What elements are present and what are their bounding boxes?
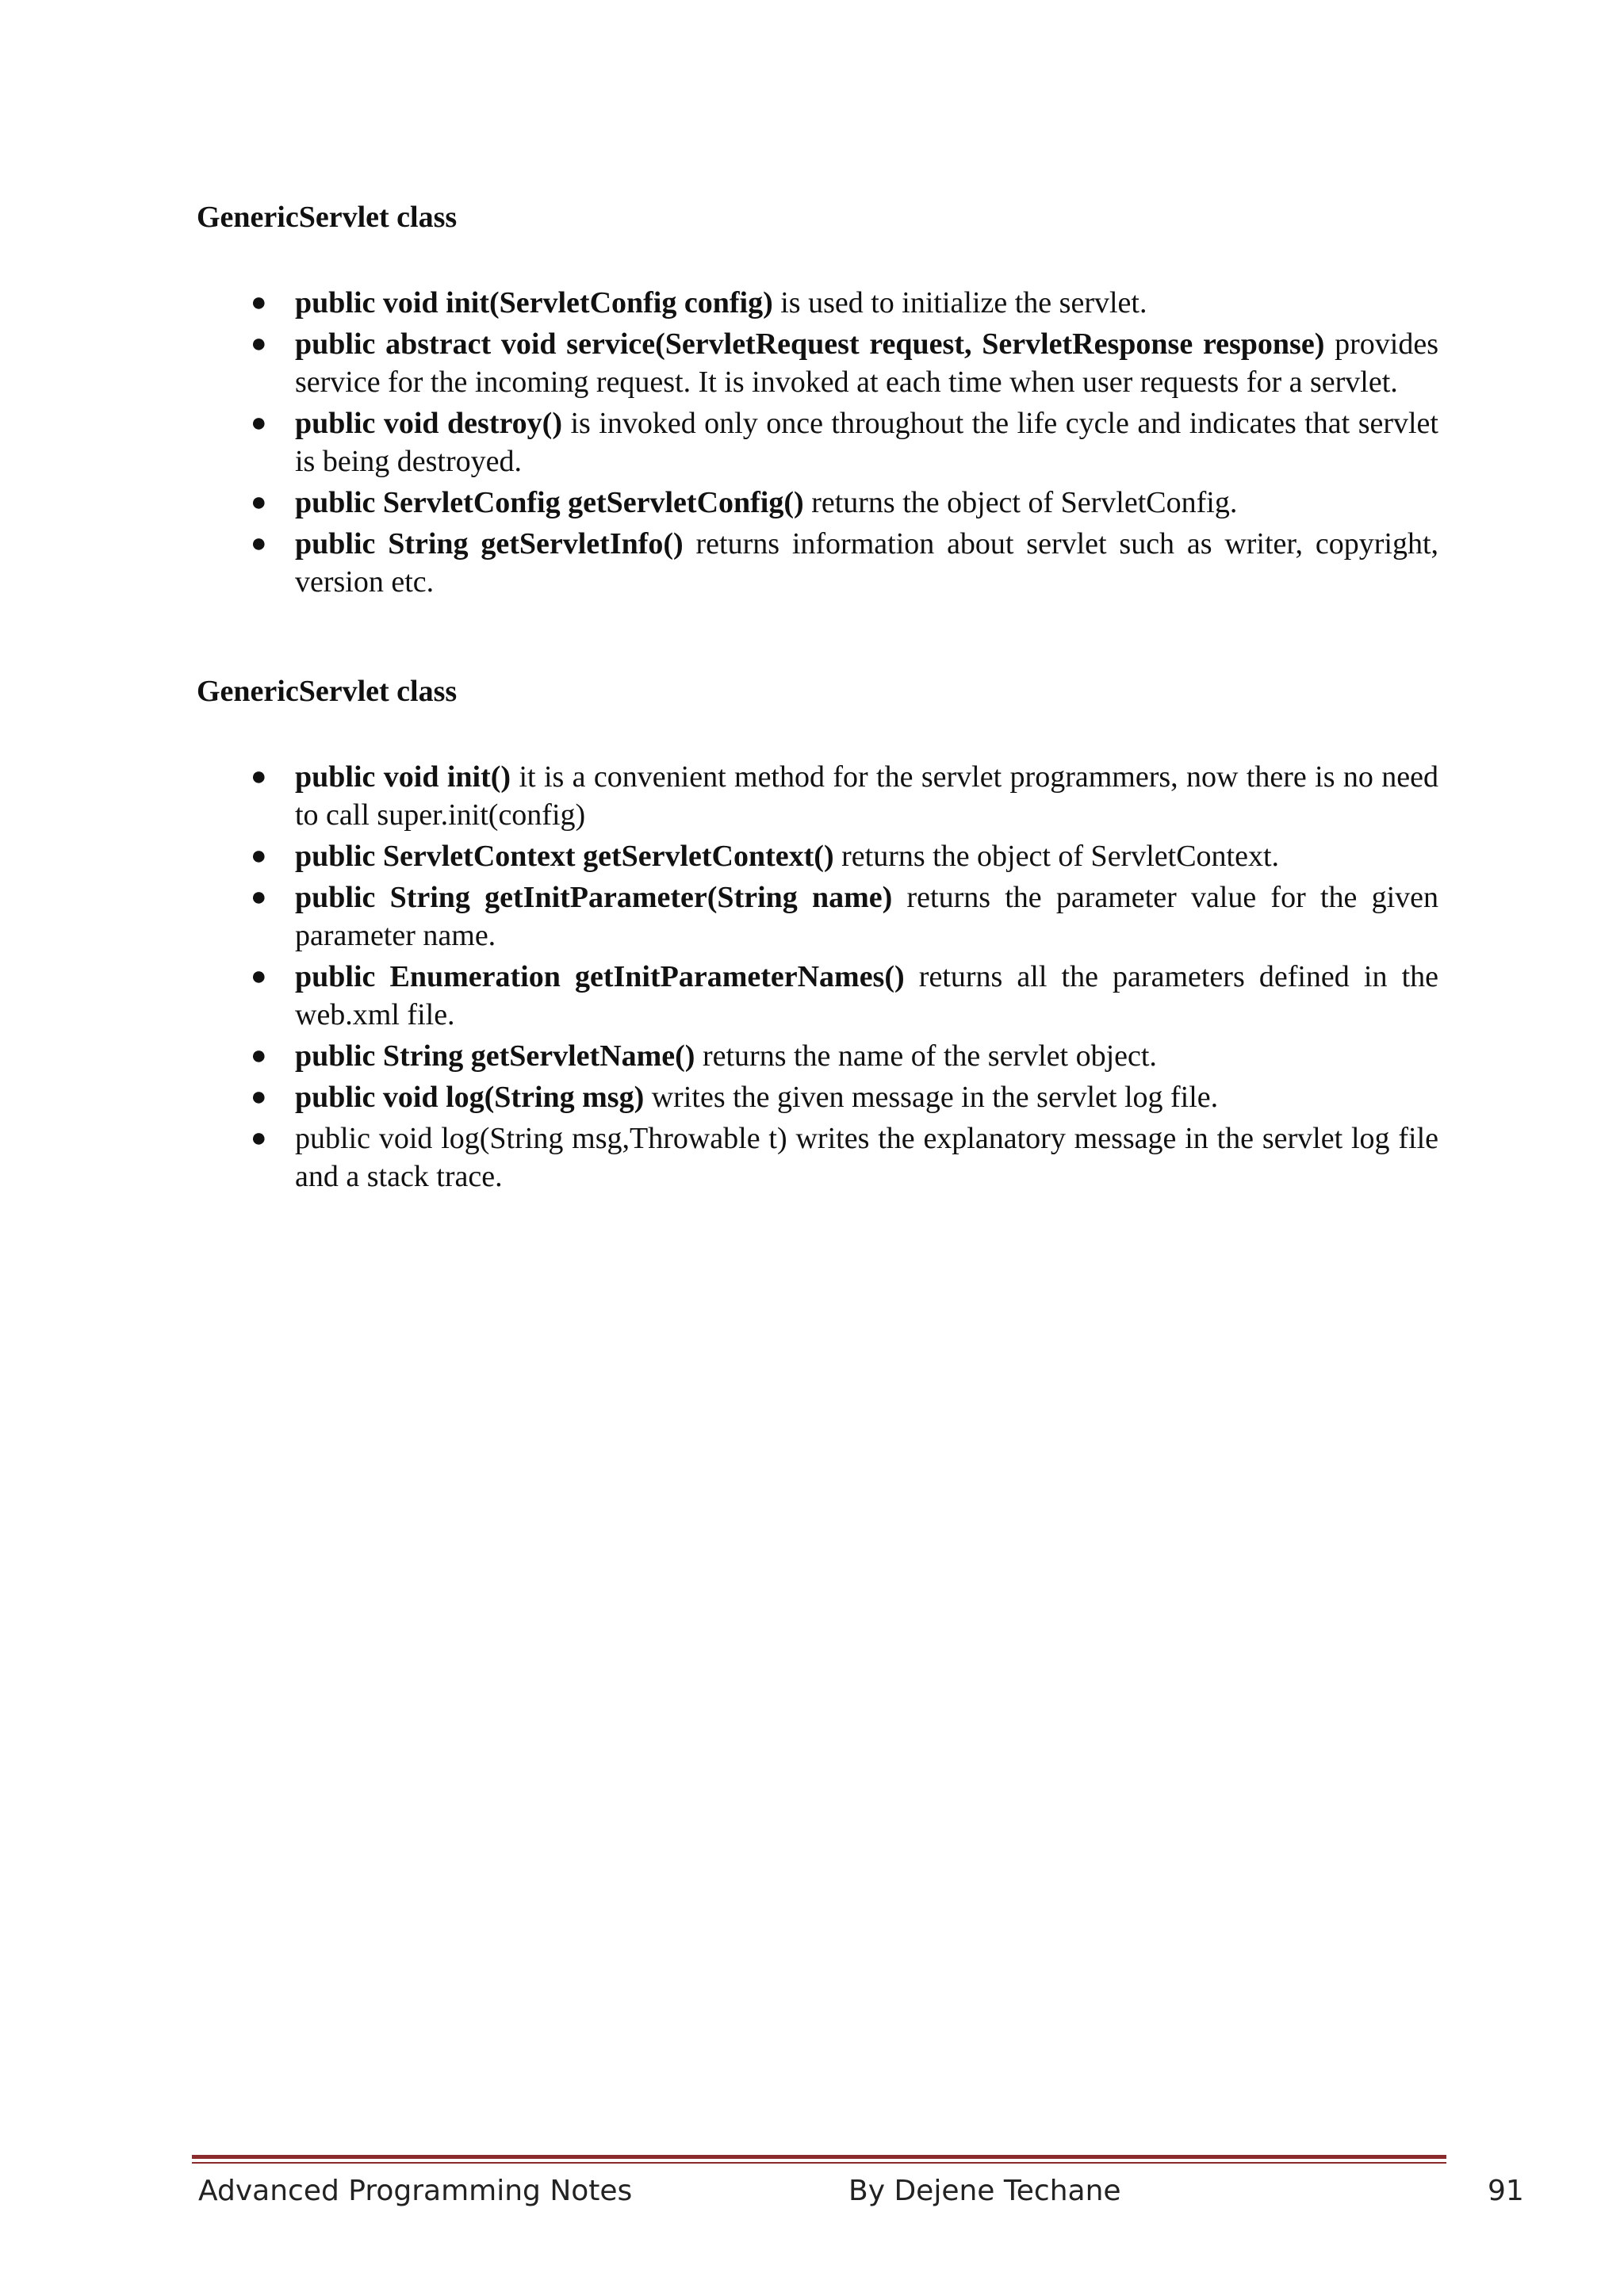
list-item (197, 1037, 1438, 1075)
section-2-heading: GenericServlet class (197, 675, 458, 708)
bullet-icon: ● (251, 329, 267, 358)
section-1-heading: GenericServlet class (197, 201, 458, 234)
list-item (197, 525, 1438, 601)
footer-divider-thin (192, 2162, 1446, 2164)
list-item (197, 758, 1438, 834)
method-description: is invoked only once throughout the life cycle and indicates that servlet is being destroyed. (295, 407, 1438, 478)
method-signature: public abstract void service(ServletRequest request, ServletResponse response) (295, 327, 1325, 361)
method-signature: public String getServletInfo() (295, 527, 684, 561)
bullet-icon: ● (251, 529, 267, 558)
method-signature: public String getInitParameter(String name) (295, 881, 893, 914)
list-item (197, 1119, 1438, 1196)
method-signature: public void log(String msg) (295, 1081, 645, 1114)
method-description: it is a convenient method for the servlet programmers, now there is no need to call super.init(config) (295, 760, 1439, 832)
footer-divider (192, 2155, 1446, 2159)
method-signature: public Enumeration getInitParameterNames() (295, 960, 905, 993)
bullet-icon: ● (251, 1041, 267, 1070)
page-number: 91 (1488, 2175, 1524, 2207)
list-item (197, 1078, 1438, 1116)
method-signature: public void init() (295, 760, 511, 794)
method-description: writes the explanatory message in the servlet log file and a stack trace. (295, 1122, 1439, 1193)
method-description: returns information about servlet such as writer, copyright, version etc. (295, 527, 1438, 599)
list-item (197, 484, 1438, 522)
method-description: is used to initialize the servlet. (772, 286, 1147, 320)
method-signature: public ServletConfig getServletConfig() (295, 486, 804, 519)
method-description: provides service for the incoming request. It is invoked at each time when user requests for a servlet. (295, 327, 1438, 399)
method-signature: public void log(String msg,Throwable t) (295, 1122, 787, 1155)
footer-book-title: Advanced Programming Notes (198, 2175, 633, 2207)
list-item (197, 284, 1438, 322)
list-item (197, 958, 1438, 1034)
bullet-icon: ● (251, 1123, 267, 1153)
bullet-icon: ● (251, 762, 267, 791)
method-description: returns the name of the servlet object. (695, 1039, 1157, 1073)
method-description: returns all the parameters defined in the web.xml file. (295, 960, 1439, 1031)
list-item (197, 878, 1438, 955)
list-item (197, 404, 1438, 480)
bullet-icon: ● (251, 288, 267, 317)
footer-author: By Dejene Techane (848, 2175, 1121, 2207)
bullet-icon: ● (251, 1082, 267, 1112)
method-description: returns the object of ServletContext. (833, 840, 1280, 873)
section-2-method-list (197, 758, 1438, 1199)
method-signature: public String getServletName() (295, 1039, 695, 1073)
section-1-method-list (197, 284, 1438, 604)
method-signature: public void destroy() (295, 407, 562, 440)
bullet-icon: ● (251, 962, 267, 991)
method-signature: public ServletContext getServletContext() (295, 840, 834, 873)
bullet-icon: ● (251, 408, 267, 438)
list-item (197, 837, 1438, 875)
bullet-icon: ● (251, 882, 267, 912)
method-description: returns the parameter value for the given parameter name. (295, 881, 1438, 952)
bullet-icon: ● (251, 841, 267, 871)
list-item (197, 325, 1438, 401)
method-description: returns the object of ServletConfig. (803, 486, 1238, 519)
method-signature: public void init(ServletConfig config) (295, 286, 773, 320)
bullet-icon: ● (251, 488, 267, 517)
method-description: writes the given message in the servlet log file. (644, 1081, 1219, 1114)
